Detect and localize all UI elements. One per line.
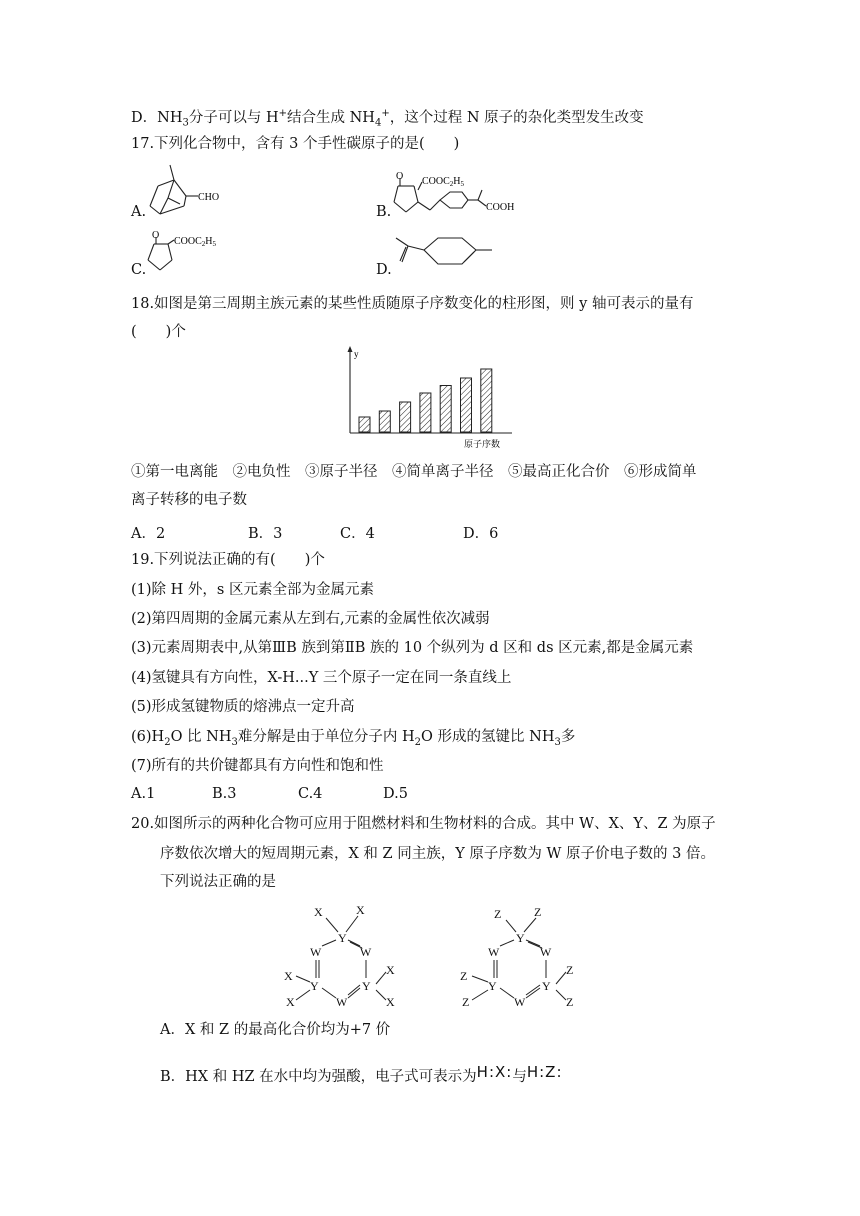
svg-text:W: W bbox=[310, 945, 322, 959]
svg-text:Y: Y bbox=[338, 931, 347, 945]
q18-props-line1: ①第一电离能 ②电负性 ③原子半径 ④简单离子半径 ⑤最高正化合价 ⑥形成简单 bbox=[131, 464, 697, 480]
cho-label: CHO bbox=[198, 192, 220, 203]
q19-option-c: C.4 bbox=[298, 786, 323, 802]
q19-statement-3: (3)元素周期表中,从第ⅢB 族到第ⅡB 族的 10 个纵列为 d 区和 ds 区元素,都是金属元素 bbox=[131, 640, 694, 656]
q16-text-d: ，这个过程 N 原子的杂化类型发生改变 bbox=[389, 109, 644, 126]
q18-option-b: B．3 bbox=[248, 526, 283, 542]
q19-statement-7: (7)所有的共价键都具有方向性和饱和性 bbox=[131, 758, 384, 774]
y-axis-arrow bbox=[348, 346, 353, 352]
svg-text:X: X bbox=[284, 969, 293, 983]
electron-formula-hz: H:Z: bbox=[526, 1063, 563, 1081]
q19-stem: 19.下列说法正确的有( )个 bbox=[131, 552, 325, 568]
q17-label-d: D. bbox=[376, 262, 392, 278]
bar-7 bbox=[481, 369, 492, 432]
svg-text:W: W bbox=[514, 995, 526, 1009]
ring-structure-x bbox=[270, 900, 420, 1012]
cooc2h5-label: $COOC_2H_5$ bbox=[422, 176, 465, 188]
q16-text-a: D．NH bbox=[131, 109, 183, 126]
bar-3 bbox=[400, 402, 411, 432]
svg-text:Y: Y bbox=[542, 979, 551, 993]
bar-6 bbox=[461, 378, 472, 432]
svg-text:W: W bbox=[336, 995, 348, 1009]
q19-statement-6: $(6)H_2O$ 比 $NH_3$难分解是由于单位分子内 $H_2O$ 形成的氢键比 $NH_3$多 bbox=[131, 729, 576, 748]
svg-text:Z: Z bbox=[566, 963, 574, 977]
svg-text:X: X bbox=[386, 963, 395, 977]
bar-chart bbox=[340, 340, 520, 455]
cooc2h5-label: $COOC_2H_5$ bbox=[174, 236, 217, 248]
q18-stem-line2: ( )个 bbox=[131, 324, 186, 340]
q19-statement-1: (1)除 H 外，s 区元素全部为金属元素 bbox=[131, 582, 374, 598]
sup: + bbox=[381, 108, 390, 119]
q17-structure-d bbox=[392, 230, 522, 280]
bar-5 bbox=[440, 386, 451, 433]
q17-label-c: C. bbox=[131, 262, 147, 278]
svg-text:Y: Y bbox=[310, 979, 319, 993]
svg-text:Z: Z bbox=[462, 995, 470, 1009]
q20-stem-line1: 20.如图所示的两种化合物可应用于阻燃材料和生物材料的合成。其中 W、X、Y、Z 为原子 bbox=[131, 816, 716, 832]
sup: + bbox=[278, 108, 287, 119]
q18-option-d: D．6 bbox=[463, 526, 499, 542]
q19-statement-2: (2)第四周期的金属元素从左到右,元素的金属性依次减弱 bbox=[131, 611, 490, 627]
electron-formula-hx: H:X: bbox=[476, 1063, 513, 1081]
q19-option-d: D.5 bbox=[383, 786, 408, 802]
cooh-label: COOH bbox=[486, 202, 515, 213]
ring-structure-z bbox=[450, 900, 600, 1012]
y-axis-label: y bbox=[354, 349, 359, 359]
q17-label-a: A. bbox=[131, 204, 147, 220]
bar-2 bbox=[379, 411, 390, 432]
svg-text:W: W bbox=[488, 945, 500, 959]
q16-text-c: 结合生成 NH bbox=[287, 109, 375, 126]
oxygen-label: O bbox=[396, 171, 404, 182]
svg-text:W: W bbox=[360, 945, 372, 959]
q20-option-a: A．X 和 Z 的最高化合价均为+7 价 bbox=[160, 1022, 391, 1038]
q19-statement-5: (5)形成氢键物质的熔沸点一定升高 bbox=[131, 699, 355, 715]
svg-text:Z: Z bbox=[494, 907, 502, 921]
svg-text:Z: Z bbox=[534, 905, 542, 919]
q18-option-a: A．2 bbox=[131, 526, 166, 542]
q17-structure-b bbox=[392, 170, 532, 222]
q19-statement-4: (4)氢键具有方向性，X-H...Y 三个原子一定在同一条直线上 bbox=[131, 670, 512, 686]
q17-structure-c bbox=[140, 230, 240, 274]
q18-props-line2: 离子转移的电子数 bbox=[131, 492, 247, 508]
svg-text:Z: Z bbox=[460, 969, 468, 983]
q17-structure-a bbox=[140, 160, 240, 220]
oxygen-label: O bbox=[152, 230, 160, 241]
svg-text:X: X bbox=[356, 903, 365, 917]
q18-option-c: C．4 bbox=[340, 526, 375, 542]
q19-option-b: B.3 bbox=[212, 786, 237, 802]
q20-stem-line3: 下列说法正确的是 bbox=[160, 874, 276, 890]
q18-stem-line1: 18.如图是第三周期主族元素的某些性质随原子序数变化的柱形图，则 y 轴可表示的量有 bbox=[131, 296, 694, 312]
q20-stem-line2: 序数依次增大的短周期元素，X 和 Z 同主族，Y 原子序数为 W 原子价电子数的 3 倍。 bbox=[160, 846, 715, 862]
svg-text:Y: Y bbox=[488, 979, 497, 993]
q20-option-b-and: 与 bbox=[512, 1069, 527, 1085]
sub: 4 bbox=[374, 117, 382, 129]
bar-1 bbox=[359, 417, 370, 432]
bar-4 bbox=[420, 393, 431, 432]
svg-text:W: W bbox=[540, 945, 552, 959]
q20-option-b-text: B．HX 和 HZ 在水中均为强酸，电子式可表示为 bbox=[160, 1069, 477, 1085]
q16-option-d bbox=[131, 104, 644, 134]
q19-option-a: A.1 bbox=[131, 786, 156, 802]
q16-text-b: 分子可以与 H bbox=[188, 109, 279, 126]
svg-text:X: X bbox=[286, 995, 295, 1009]
q20-option-b bbox=[160, 1063, 563, 1087]
svg-text:Y: Y bbox=[516, 931, 525, 945]
svg-text:X: X bbox=[386, 995, 395, 1009]
x-axis-label: 原子序数 bbox=[464, 439, 501, 449]
svg-text:X: X bbox=[314, 905, 323, 919]
svg-text:Z: Z bbox=[566, 995, 574, 1009]
sub: 3 bbox=[182, 117, 189, 129]
svg-text:Y: Y bbox=[362, 979, 371, 993]
q17-stem: 17.下列化合物中，含有 3 个手性碳原子的是( ) bbox=[131, 136, 460, 152]
q17-label-b: B. bbox=[376, 204, 392, 220]
